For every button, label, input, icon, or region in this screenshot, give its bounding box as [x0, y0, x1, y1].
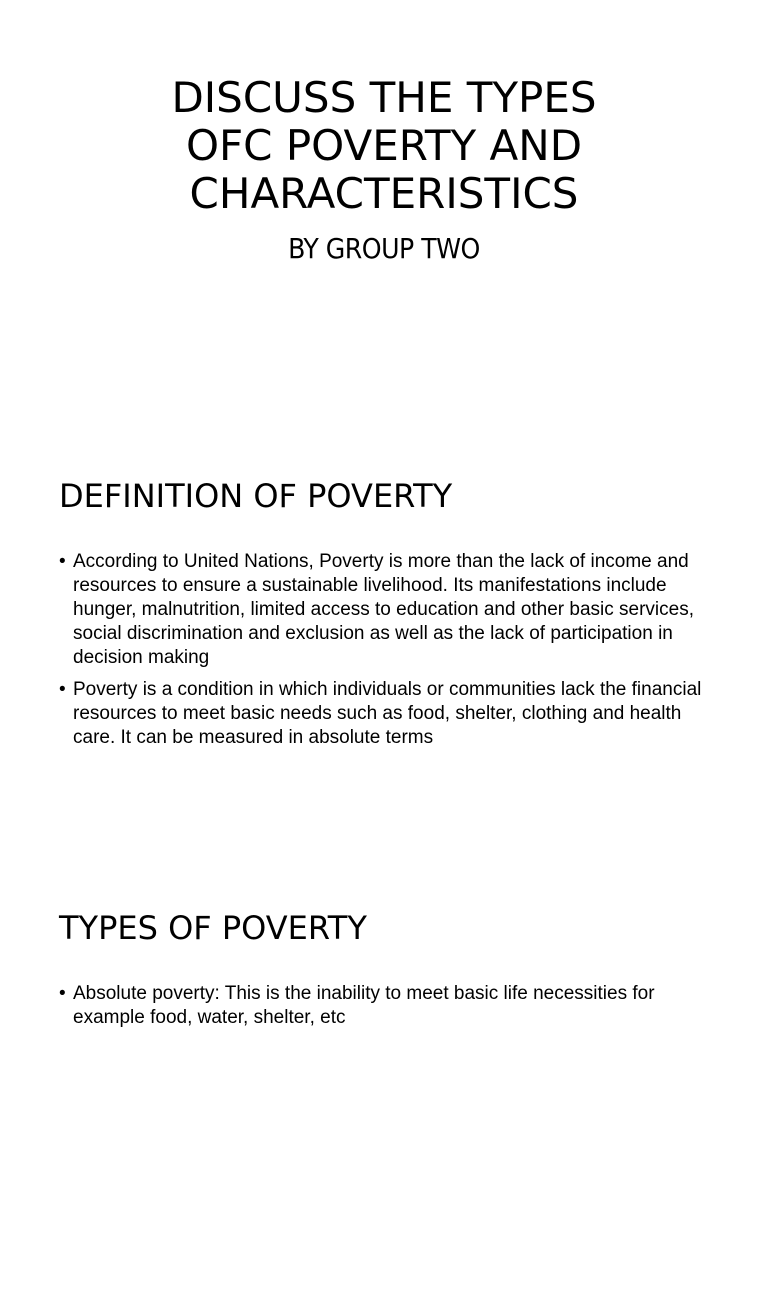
list-item: [59, 982, 719, 1030]
list-item: [59, 550, 719, 670]
title-line: OFC POVERTY AND: [185, 121, 583, 170]
title-line: DISCUSS THE TYPES: [171, 73, 597, 122]
bullet-text: According to United Nations, Poverty is more than the lack of income and resources to ensure a sustainable livelihood. Its manifestations include hunger, malnutrition, limited access to education and other basic services, social discrimination and exclusion as well as the lack of participation in decision making: [73, 551, 694, 668]
slide-heading: DEFINITION OF POVERTY: [59, 477, 453, 515]
presentation-title: [0, 74, 768, 218]
bullet-list: [59, 982, 719, 1038]
title-line: CHARACTERISTICS: [189, 169, 579, 218]
title-slide: [0, 0, 768, 432]
slide-heading: TYPES OF POVERTY: [59, 909, 367, 947]
bullet-list: [59, 550, 719, 758]
bullet-icon: •: [59, 679, 66, 700]
bullet-icon: •: [59, 983, 66, 1004]
bullet-text: Poverty is a condition in which individuals or communities lack the financial resources to meet basic needs such as food, shelter, clothing and health care. It can be measured in absolute terms: [73, 679, 702, 748]
presentation-subtitle: BY GROUP TWO: [288, 232, 480, 265]
bullet-text: Absolute poverty: This is the inability to meet basic life necessities for example food, water, shelter, etc: [73, 983, 655, 1028]
bullet-icon: •: [59, 551, 66, 572]
types-slide: [0, 864, 768, 1296]
list-item: [59, 678, 719, 750]
definition-slide: [0, 432, 768, 864]
